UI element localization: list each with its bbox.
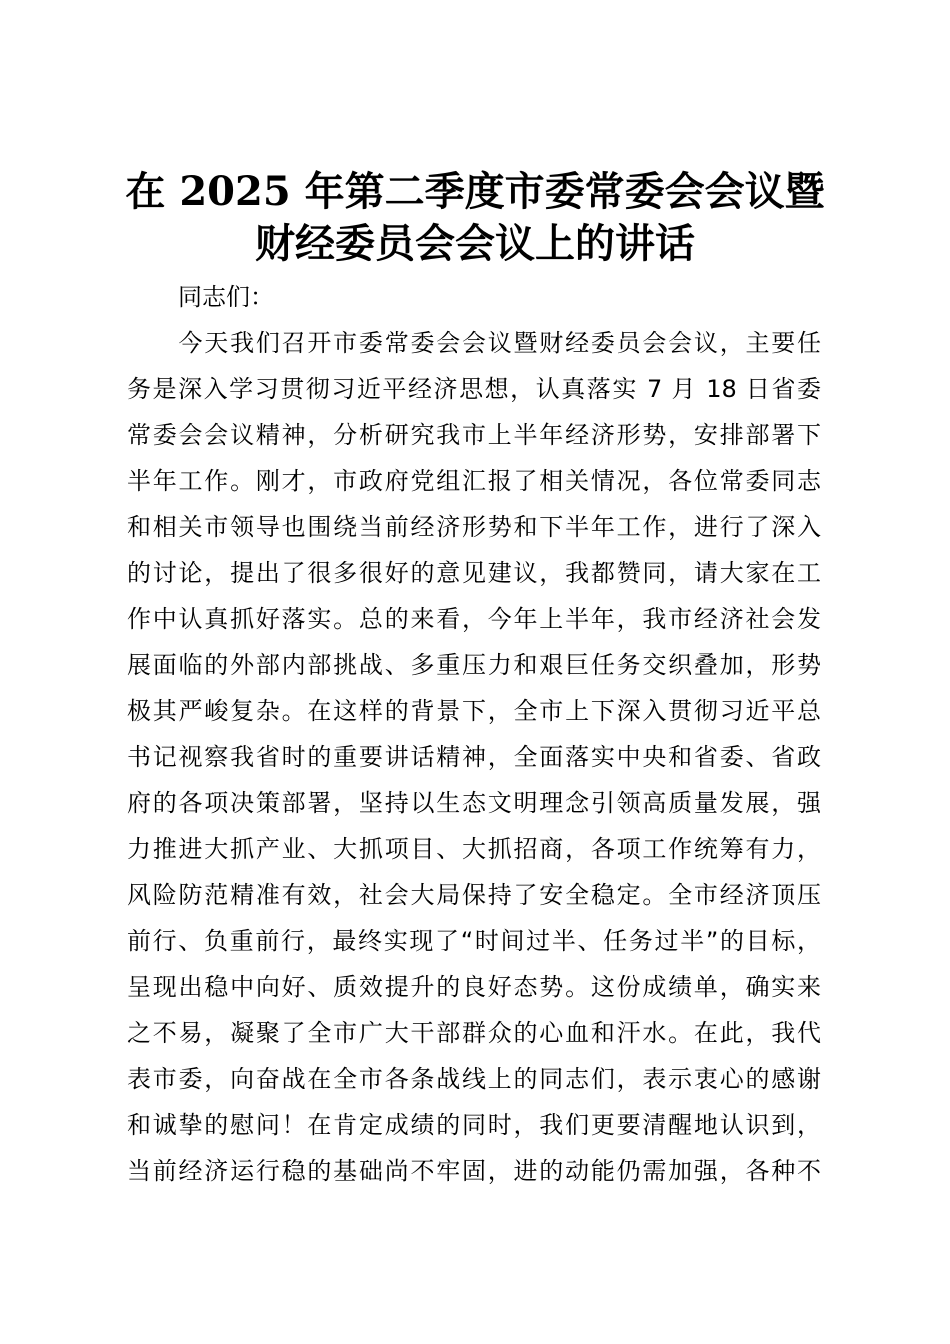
text-line: 府的各项决策部署，坚持以生态文明理念引领高质量发展，强 — [127, 789, 821, 817]
text-line: 今天我们召开市委常委会会议暨财经委员会会议，主要任 — [127, 329, 821, 357]
text-line: 呈现出稳中向好、质效提升的良好态势。这份成绩单，确实来 — [127, 973, 821, 1001]
text-line: 和相关市领导也围绕当前经济形势和下半年工作，进行了深入 — [127, 513, 821, 541]
text-line: 展面临的外部内部挑战、多重压力和艰巨任务交织叠加，形势 — [127, 651, 821, 679]
text-line: 常委会会议精神，分析研究我市上半年经济形势，安排部署下 — [127, 421, 821, 449]
text-line: 的讨论，提出了很多很好的意见建议，我都赞同，请大家在工 — [127, 559, 821, 587]
body-paragraph — [127, 326, 821, 1200]
text-line: 前行、负重前行，最终实现了“时间过半、任务过半”的目标， — [127, 927, 821, 955]
text-line: 风险防范精准有效，社会大局保持了安全稳定。全市经济顶压 — [127, 881, 821, 909]
text-line: 作中认真抓好落实。总的来看，今年上半年，我市经济社会发 — [127, 605, 821, 633]
salutation: 同志们： — [178, 283, 274, 311]
text-line: 务是深入学习贯彻习近平经济思想，认真落实 7 月 18 日省委 — [127, 375, 821, 403]
text-line: 力推进大抓产业、大抓项目、大抓招商，各项工作统筹有力， — [127, 835, 821, 863]
text-line: 当前经济运行稳的基础尚不牢固，进的动能仍需加强，各种不 — [127, 1157, 821, 1185]
text-line: 之不易，凝聚了全市广大干部群众的心血和汗水。在此，我代 — [127, 1019, 821, 1047]
document-title-line-1: 在 2025 年第二季度市委常委会会议暨 — [125, 168, 825, 215]
text-line: 极其严峻复杂。在这样的背景下，全市上下深入贯彻习近平总 — [127, 697, 821, 725]
text-line: 半年工作。刚才，市政府党组汇报了相关情况，各位常委同志 — [127, 467, 821, 495]
text-line: 和诚挚的慰问！在肯定成绩的同时，我们更要清醒地认识到， — [127, 1111, 821, 1139]
text-line: 书记视察我省时的重要讲话精神，全面落实中央和省委、省政 — [127, 743, 821, 771]
text-line: 表市委，向奋战在全市各条战线上的同志们，表示衷心的感谢 — [127, 1065, 821, 1093]
document-title-line-2: 财经委员会会议上的讲话 — [255, 220, 695, 267]
